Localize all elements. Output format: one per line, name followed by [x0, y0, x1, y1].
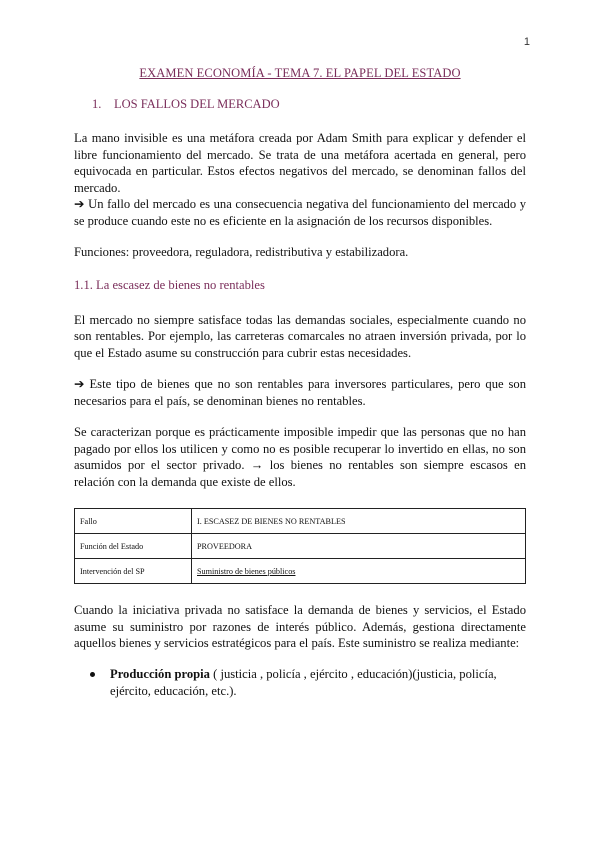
paragraph-non-profitable-goods: ➔ Este tipo de bienes que no son rentables para inversores particulares, pero que son necesarios para el país, se denominan bienes no rentables.: [74, 377, 526, 408]
section-title: LOS FALLOS DEL MERCADO: [114, 97, 280, 111]
table-cell-label: Función del Estado: [75, 534, 192, 559]
bullet-icon: [90, 672, 95, 677]
paragraph-state-supply: Cuando la iniciativa privada no satisface la demanda de bienes y servicios, el Estado asume su suministro por razones de interés público. Además, gestiona directamente aquellos bienes y servicios estratégicos para el país. Este suministro se realiza mediante:: [74, 603, 526, 650]
document-body: [74, 66, 526, 700]
underlined-value: Suministro de bienes públicos: [197, 566, 296, 576]
list-item-bold: Producción propia: [110, 666, 210, 681]
document-title: EXAMEN ECONOMÍA - TEMA 7. EL PAPEL DEL ESTADO: [139, 66, 461, 80]
paragraph-characteristics: Se caracterizan porque es prácticamente imposible impedir que las personas que no han pagado por ellos los utilicen y como no es posible recuperar lo invertido en ellas, no son asumidos por el sector privado. → los bienes no rentables son siempre escasos en relación con la demanda que existe de ellos.: [74, 425, 526, 489]
list-item: [90, 666, 526, 700]
paragraph-invisible-hand: La mano invisible es una metáfora creada por Adam Smith para explicar y defender el libre funcionamiento del mercado. Se trata de una metáfora acertada en general, pero equivocada en particular. Estos efectos negativos del mercado, se denominan fallos del mercado.: [74, 131, 526, 195]
summary-table: [74, 508, 526, 584]
bullet-list: [74, 666, 526, 700]
table-cell-label: Intervención del SP: [75, 559, 192, 584]
table-cell-value: I. ESCASEZ DE BIENES NO RENTABLES: [192, 509, 526, 534]
paragraph-functions: Funciones: proveedora, reguladora, redistributiva y estabilizadora.: [74, 245, 409, 259]
table-row: [75, 509, 526, 534]
table-row: [75, 559, 526, 584]
page-number: 1: [523, 36, 530, 48]
section-heading-1: [92, 97, 526, 112]
section-number: 1.: [92, 97, 102, 111]
paragraph-market-demands: El mercado no siempre satisface todas las demandas sociales, especialmente cuando no son rentables. Por ejemplo, las carreteras comarcales no atraen inversión privada, por lo que el Estado asume su construcción para cubrir estas necesidades.: [74, 312, 526, 360]
table-row: [75, 534, 526, 559]
subsection-heading-1-1: 1.1. La escasez de bienes no rentables: [74, 277, 265, 292]
table-cell-value: PROVEEDORA: [192, 534, 526, 559]
list-item-text: ( justicia , policía , ejército , educación)(justicia, policía, ejército, educación, etc.).: [110, 666, 497, 698]
table-cell-label: Fallo: [75, 509, 192, 534]
table-cell-value: [192, 559, 526, 584]
paragraph-market-failure-definition: ➔ Un fallo del mercado es una consecuencia negativa del funcionamiento del mercado y se produce cuando este no es eficiente en la asignación de los recursos disponibles.: [74, 197, 526, 228]
